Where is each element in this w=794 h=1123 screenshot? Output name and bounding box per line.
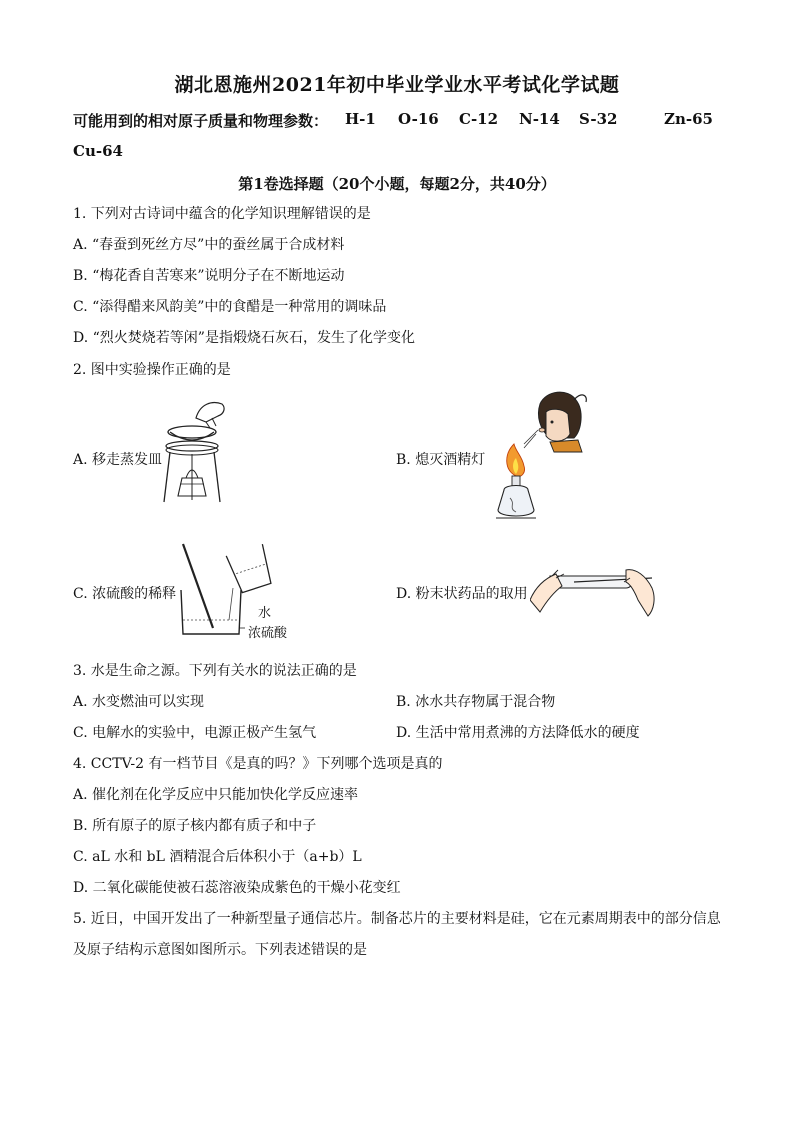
section-title: 第1卷选择题（20个小题，每题2分，共40分） <box>238 175 556 193</box>
q3-option-b: B. 冰水共存物属于混合物 <box>396 694 556 710</box>
atomic-mass-label: 可能用到的相对原子质量和物理参数： <box>73 112 329 130</box>
q3-stem: 3. 水是生命之源。下列有关水的说法正确的是 <box>73 663 357 679</box>
q5-stem-line1: 5. 近日，中国开发出了一种新型量子通信芯片。制备芯片的主要材料是硅，它在元素周期表中的部分信息 <box>73 911 721 927</box>
q2-option-b: B. 熄灭酒精灯 <box>396 452 486 468</box>
atomic-mass-n: N-14 <box>519 110 560 128</box>
q1-option-c: C. “添得醋来风韵美”中的食醋是一种常用的调味品 <box>73 299 387 315</box>
q4-option-a: A. 催化剂在化学反应中只能加快化学反应速率 <box>73 787 359 803</box>
atomic-mass-s: S-32 <box>579 110 618 128</box>
q4-option-b: B. 所有原子的原子核内都有质子和中子 <box>73 818 317 834</box>
atomic-mass-c: C-12 <box>459 110 499 128</box>
concentrated-acid-label: 浓硫酸 <box>248 626 288 641</box>
q4-stem: 4. CCTV-2 有一档节目《是真的吗？》下列哪个选项是真的 <box>73 756 443 772</box>
q2-option-c: C. 浓硫酸的稀释 <box>73 586 177 602</box>
q5-stem-line2: 及原子结构示意图如图所示。下列表述错误的是 <box>73 942 367 958</box>
q1-option-b: B. “梅花香自苦寒来”说明分子在不断地运动 <box>73 268 345 284</box>
atomic-mass-h: H-1 <box>345 110 376 128</box>
q1-option-a: A. “春蚕到死丝方尽”中的蚕丝属于合成材料 <box>73 237 345 253</box>
q2-option-d: D. 粉末状药品的取用 <box>396 586 528 602</box>
powder-reagent-illustration <box>530 560 660 620</box>
q3-option-d: D. 生活中常用煮沸的方法降低水的硬度 <box>396 725 640 741</box>
q2-option-a: A. 移走蒸发皿 <box>73 452 163 468</box>
q1-stem: 1. 下列对古诗词中蕴含的化学知识理解错误的是 <box>73 206 371 222</box>
page-title: 湖北恩施州2021年初中毕业学业水平考试化学试题 <box>174 74 620 96</box>
alcohol-lamp-illustration <box>490 386 590 524</box>
evaporating-dish-illustration <box>160 398 240 508</box>
q4-option-d: D. 二氧化碳能使被石蕊溶液染成紫色的干燥小花变红 <box>73 880 401 896</box>
atomic-mass-zn: Zn-65 <box>664 110 713 128</box>
q4-option-c: C. aL 水和 bL 酒精混合后体积小于（a+b）L <box>73 849 362 865</box>
q2-stem: 2. 图中实验操作正确的是 <box>73 362 231 378</box>
water-label: 水 <box>258 606 272 621</box>
q1-option-d: D. “烈火焚烧若等闲”是指煅烧石灰石，发生了化学变化 <box>73 330 415 346</box>
atomic-mass-o: O-16 <box>398 110 439 128</box>
q3-option-a: A. 水变燃油可以实现 <box>73 694 205 710</box>
atomic-mass-cu: Cu-64 <box>73 142 123 160</box>
q3-option-c: C. 电解水的实验中，电源正极产生氢气 <box>73 725 317 741</box>
